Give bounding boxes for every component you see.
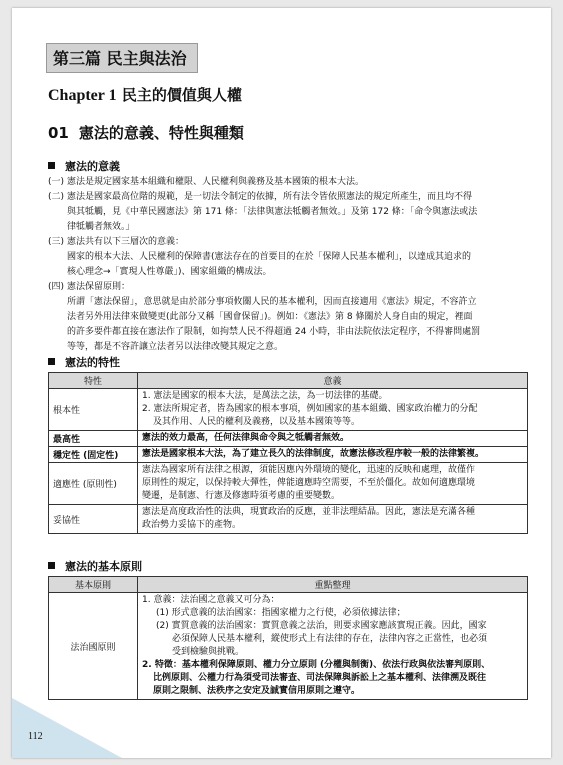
item-line: 等等，都是不容許讓立法者另以法律改變其規定之意。 (67, 342, 284, 352)
item-marker: (四) (48, 282, 65, 292)
meaning-list (48, 175, 528, 355)
trait-meaning: 憲法是國家根本大法，為了建立長久的法律制度，故憲法修改程序較一般的法律繁複。 (138, 447, 528, 463)
trait-name: 最高性 (49, 431, 138, 447)
list-item (48, 235, 528, 280)
item-line: 所謂「憲法保留」，意思就是由於部分事項攸關人民的基本權利，因而直接適用《憲法》規定，不容許立 (67, 297, 477, 307)
heading-meaning (48, 158, 120, 174)
trait-meaning (138, 463, 528, 505)
cell-line: 比例原則、公權力行為須受司法審查、司法保障與訴訟上之基本權利、法律溯及既往 (153, 673, 487, 683)
traits-table (48, 372, 528, 534)
item-marker: (三) (48, 237, 65, 247)
cell-line: 1. 意義：法治國之意義又可分為： (142, 595, 280, 605)
trait-name: 根本性 (49, 389, 138, 431)
cell-line: 原則性的規定，以保持較大彈性，俾能適應時空需要，不至於僵化。故如何適應環境 (142, 478, 476, 488)
part-title: 第三篇 民主與法治 (46, 43, 198, 73)
item-line: 律牴觸者無效。」 (67, 222, 135, 232)
item-marker: (一) (48, 177, 65, 187)
cell-line: 2. 特徵：基本權利保障原則、權力分立原則 (分權與制衡)、依法行政與依法審判原則、 (142, 660, 491, 670)
cell-line: 政治勢力妥協下的產物。 (142, 520, 242, 530)
table-header-row (49, 373, 528, 389)
cell-line: 及其作用、人民的權利及義務，以及基本國策等等。 (153, 417, 361, 427)
heading-meaning-text: 憲法的意義 (65, 160, 120, 173)
cell-line: 必須保障人民基本權利，縱使形式上有法律的存在，法律內容之正當性，也必須 (172, 634, 488, 644)
cell-line: 1. 憲法是國家的根本大法，是萬法之法，為一切法律的基礎。 (142, 391, 388, 401)
item-line: 法者另外用法律來做變更(此部分又稱「國會保留」)。例如：《憲法》第 8 條關於人身自由的規定，裡面 (67, 312, 473, 322)
table-header: 意義 (138, 373, 528, 389)
table-header: 特性 (49, 373, 138, 389)
chapter-title: 民主的價值與人權 (121, 86, 242, 104)
section-title: 憲法的意義、特性與種類 (78, 124, 244, 142)
corner-decoration (12, 698, 122, 758)
table-row (49, 593, 528, 700)
cell-line: 憲法為國家所有法律之根源，須能因應內外環境的變化，迅速的反映和處理，故僅作 (142, 465, 476, 475)
item-line: 憲法是國家最高位階的規範，是一切法令制定的依據，所有法令皆依照憲法的規定所產生，而且均不得 (67, 192, 473, 202)
heading-traits-text: 憲法的特性 (65, 356, 120, 369)
section-number: 01 (48, 124, 69, 142)
trait-meaning (138, 389, 528, 431)
bullet-square-icon (48, 562, 55, 569)
item-marker: (二) (48, 192, 65, 202)
list-item (48, 280, 528, 355)
chapter-heading (48, 84, 242, 105)
cell-line: (2) 實質意義的法治國家：實質意義之法治，則要求國家應該實現正義。因此，國家 (156, 621, 487, 631)
trait-name: 適應性 (原則性) (49, 463, 138, 505)
principles-table (48, 576, 528, 700)
chapter-number: Chapter 1 (48, 87, 117, 104)
item-line: 憲法共有以下三層次的意義： (67, 237, 185, 247)
item-line: 核心理念→「實現人性尊嚴」)、國家組織的構成法。 (67, 267, 272, 277)
trait-name: 穩定性 (固定性) (49, 447, 138, 463)
trait-meaning (138, 505, 528, 534)
cell-line: 變遷，是制憲、行憲及修憲時須考慮的重要變數。 (142, 491, 341, 501)
table-header-row (49, 577, 528, 593)
bullet-square-icon (48, 162, 55, 169)
table-row (49, 431, 528, 447)
cell-line: 原則之限制、法秩序之安定及誠實信用原則之遵守。 (153, 686, 361, 696)
table-header: 基本原則 (49, 577, 138, 593)
cell-line: 受到檢驗與挑戰。 (172, 647, 245, 657)
document-page (12, 8, 551, 758)
table-row (49, 389, 528, 431)
page-number: 112 (28, 731, 43, 742)
trait-meaning: 憲法的效力最高，任何法律與命令與之牴觸者無效。 (138, 431, 528, 447)
heading-traits (48, 354, 120, 370)
trait-name: 妥協性 (49, 505, 138, 534)
item-line: 的許多要件都直接在憲法作了限制，如拘禁人民不得超過 24 小時，非由法院依法定程序，不得審問處罰 (67, 327, 481, 337)
cell-line: (1) 形式意義的法治國家：指國家權力之行使，必須依據法律； (156, 608, 406, 618)
item-line: 國家的根本大法、人民權利的保障書(憲法存在的首要目的在於「保障人民基本權利」，以達成其追求的 (67, 252, 472, 262)
table-header: 重點整理 (138, 577, 528, 593)
principle-name: 法治國原則 (49, 593, 138, 700)
cell-line: 2. 憲法所規定者，皆為國家的根本事項，例如國家的基本組織、國家政治權力的分配 (142, 404, 478, 414)
heading-principles (48, 558, 142, 574)
bullet-square-icon (48, 358, 55, 365)
item-line: 與其牴觸，見《中華民國憲法》第 171 條：「法律與憲法牴觸者無效。」及第 172 條：「命令與憲法或法 (67, 207, 478, 217)
heading-principles-text: 憲法的基本原則 (65, 560, 142, 573)
principle-notes (138, 593, 528, 700)
list-item (48, 175, 528, 190)
table-row (49, 463, 528, 505)
section-heading (48, 122, 244, 143)
table-row (49, 447, 528, 463)
cell-line: 憲法是高度政治性的法典，現實政治的反應，並非法理結晶。因此，憲法是充滿各種 (142, 507, 476, 517)
table-row (49, 505, 528, 534)
item-line: 憲法是規定國家基本組織和權限、人民權利與義務及基本國策的根本大法。 (67, 177, 365, 187)
list-item (48, 190, 528, 235)
item-line: 憲法保留原則： (67, 282, 131, 292)
